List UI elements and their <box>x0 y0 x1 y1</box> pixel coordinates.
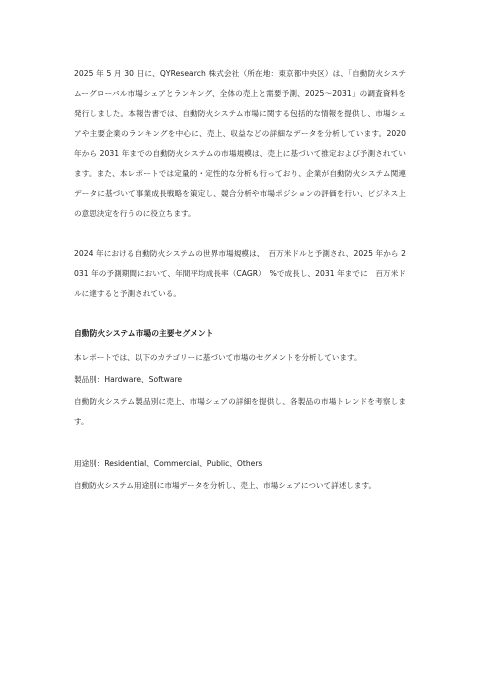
document-body <box>74 64 406 496</box>
application-description: 自動防火システム用途別に市場データを分析し、売上、市場シェアについて詳述します。 <box>74 481 377 490</box>
application-types: 用途別：Residential、Commercial、Public、Others <box>74 459 263 468</box>
segment-heading: 自動防火システム市場の主要セグメント <box>74 329 214 338</box>
product-description: 自動防火システム製品別に売上、市場シェアの詳細を提供し、各製品の市場トレンドを考察します。 <box>74 397 406 426</box>
product-types: 製品別：Hardware、Software <box>74 375 183 384</box>
intro-paragraph: 2025 年 5 月 30 日に、QYResearch 株式会社（所在地：東京都中央区）は、「自動防火システムーグローバル市場シェアとランキング、全体の売上と需要予測、2025～2031」の調査資料を発行しました。本報告書では、自動防火システム市場に関する包括的な情報を提供し、市場シェアや主要企業のランキングを中心に、売上、収益などの詳細なデータを分析しています。2020 年から 2031 年までの自動防火システムの市場規模は、売上に基づいて推定および予測されています。また、本レポートでは定量的・定性的な分析も行っており、企業が自動防火システム関連データに基づいて事業成長戦略を策定し、競合分析や市場ポジションの評価を行い、ビジネス上の意思決定を行うのに役立ちます。 <box>74 69 406 218</box>
market-size-paragraph: 2024 年における自動防火システムの世界市場規模は、 百万米ドルと予測され、2025 年から 2031 年の予測期間において、年間平均成長率（CAGR） %で成長し、2031 年までに 百万米ドルに達すると予測されている。 <box>74 249 406 298</box>
segment-intro: 本レポートでは、以下のカテゴリーに基づいて市場のセグメントを分析しています。 <box>74 353 362 362</box>
